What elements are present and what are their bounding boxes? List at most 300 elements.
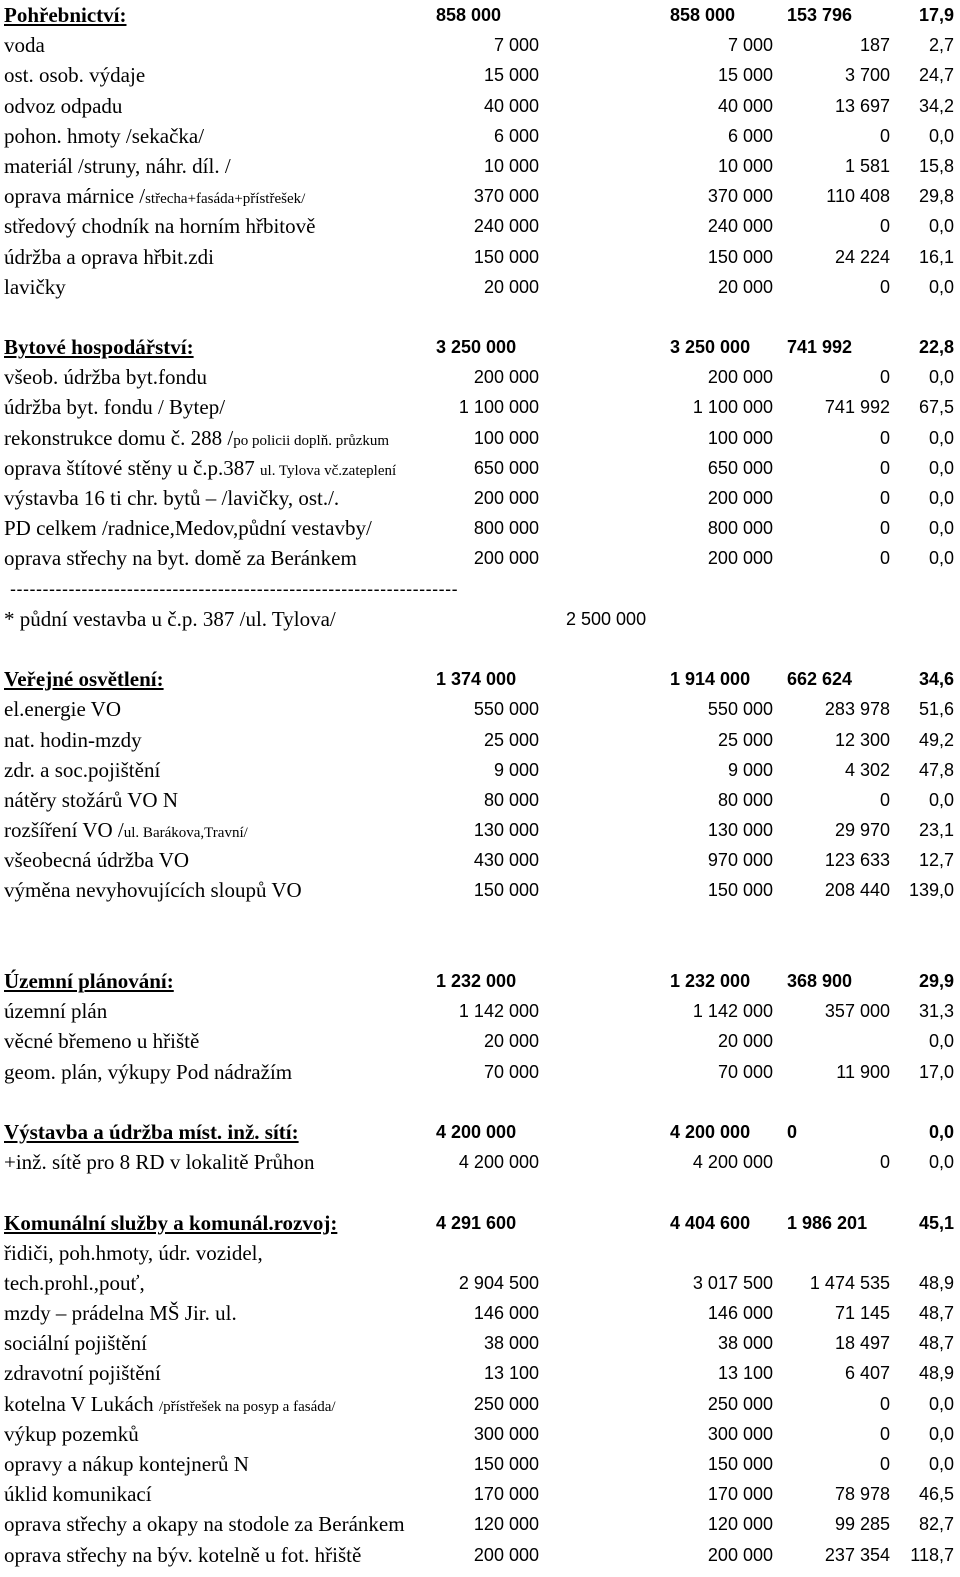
value-percent: 0,0 bbox=[928, 488, 954, 508]
value-percent: 48,7 bbox=[918, 1303, 954, 1324]
table-row bbox=[0, 875, 960, 905]
value-percent: 0,0 bbox=[928, 216, 954, 237]
row-label bbox=[4, 725, 434, 755]
value-budget: 430 000 bbox=[473, 850, 539, 871]
value-budget: 13 100 bbox=[483, 1363, 539, 1384]
row-label-text: ost. osob. výdaje bbox=[4, 63, 146, 88]
total-percent: 0,0 bbox=[928, 1121, 954, 1142]
value-spent: 0 bbox=[879, 427, 890, 448]
section-title: Komunální služby a komunál.rozvoj: bbox=[4, 1210, 338, 1235]
value-spent: 123 633 bbox=[824, 850, 890, 871]
row-label-text: mzdy – prádelna MŠ Jir. ul. bbox=[4, 1301, 237, 1326]
value-adjusted: 40 000 bbox=[717, 95, 773, 116]
row-label-text: oprava márnice / bbox=[4, 184, 146, 209]
row-label bbox=[4, 513, 434, 543]
value-budget: 146 000 bbox=[473, 1303, 539, 1324]
row-label-text: odvoz odpadu bbox=[4, 93, 123, 118]
total-spent: 1 986 201 bbox=[787, 1212, 868, 1233]
table-row bbox=[0, 423, 960, 453]
section-header-bytove bbox=[0, 332, 960, 362]
note-row bbox=[0, 604, 960, 634]
value-percent: 17,0 bbox=[918, 1061, 954, 1082]
section-title: Územní plánování: bbox=[4, 969, 174, 993]
total-percent: 45,1 bbox=[918, 1212, 954, 1233]
row-label bbox=[4, 1540, 434, 1570]
value-adjusted: 120 000 bbox=[707, 1514, 773, 1535]
table-row bbox=[0, 151, 960, 181]
value-adjusted: 146 000 bbox=[707, 1303, 773, 1324]
value-adjusted: 3 017 500 bbox=[692, 1272, 773, 1293]
row-label-text: oprava střechy na býv. kotelně u fot. hřiště bbox=[4, 1542, 362, 1567]
row-label bbox=[4, 1509, 434, 1539]
row-label bbox=[4, 60, 434, 90]
value-percent: 0,0 bbox=[928, 1393, 954, 1414]
value-adjusted: 9 000 bbox=[727, 759, 773, 780]
row-label bbox=[4, 543, 434, 573]
table-row bbox=[0, 513, 960, 543]
value-budget: 370 000 bbox=[473, 186, 539, 207]
table-row bbox=[0, 785, 960, 815]
row-label-note: ul. Tylova vč.zateplení bbox=[260, 462, 397, 479]
value-spent: 0 bbox=[879, 1152, 890, 1173]
value-adjusted: 20 000 bbox=[717, 1031, 773, 1052]
table-row bbox=[0, 1298, 960, 1328]
value-spent: 0 bbox=[879, 125, 890, 146]
row-label bbox=[4, 121, 434, 151]
row-label-text: středový chodník na horním hřbitově bbox=[4, 214, 316, 239]
value-budget: 170 000 bbox=[473, 1484, 539, 1505]
value-percent: 0,0 bbox=[928, 1423, 954, 1444]
value-spent: 0 bbox=[879, 1393, 890, 1414]
value-budget: 20 000 bbox=[483, 1031, 539, 1052]
value-spent: 12 300 bbox=[834, 729, 890, 750]
total-percent: 34,6 bbox=[918, 669, 954, 690]
total-percent: 22,8 bbox=[918, 337, 954, 358]
value-spent: 99 285 bbox=[834, 1514, 890, 1535]
row-label bbox=[4, 483, 434, 513]
value-percent: 0,0 bbox=[928, 1152, 954, 1173]
value-percent: 0,0 bbox=[928, 276, 954, 297]
value-budget: 300 000 bbox=[473, 1423, 539, 1444]
value-adjusted: 15 000 bbox=[717, 65, 773, 86]
value-budget: 15 000 bbox=[483, 65, 539, 86]
table-row bbox=[0, 1057, 960, 1087]
value-spent: 357 000 bbox=[824, 1001, 890, 1022]
row-label bbox=[4, 91, 434, 121]
value-spent: 237 354 bbox=[824, 1544, 890, 1565]
value-percent: 46,5 bbox=[918, 1484, 954, 1505]
row-label-text: zdr. a soc.pojištění bbox=[4, 757, 161, 782]
row-label bbox=[4, 996, 434, 1026]
value-adjusted: 970 000 bbox=[707, 850, 773, 871]
value-adjusted: 800 000 bbox=[707, 518, 773, 539]
row-label-text: všeobecná údržba VO bbox=[4, 848, 190, 873]
row-label-text: zdravotní pojištění bbox=[4, 1361, 161, 1386]
value-percent: 2,7 bbox=[928, 35, 954, 56]
rows-pohrebnictvi bbox=[0, 30, 960, 302]
table-row bbox=[0, 453, 960, 483]
row-label bbox=[4, 272, 434, 302]
section-title: Výstavba a údržba míst. inž. sítí: bbox=[4, 1119, 299, 1144]
table-row bbox=[0, 815, 960, 845]
row-label-text: všeob. údržba byt.fondu bbox=[4, 365, 207, 390]
table-row bbox=[0, 996, 960, 1026]
table-row bbox=[0, 1509, 960, 1539]
total-spent: 368 900 bbox=[787, 971, 853, 991]
value-spent: 741 992 bbox=[824, 397, 890, 418]
table-row bbox=[0, 1358, 960, 1388]
row-label bbox=[4, 423, 434, 453]
value-spent: 110 408 bbox=[826, 186, 890, 207]
row-label bbox=[4, 30, 434, 60]
value-percent: 0,0 bbox=[928, 457, 954, 478]
row-label-text: věcné břemeno u hřiště bbox=[4, 1029, 200, 1054]
value-percent: 12,7 bbox=[918, 850, 954, 871]
row-label bbox=[4, 362, 434, 392]
value-adjusted: 200 000 bbox=[707, 488, 773, 508]
value-adjusted: 6 000 bbox=[727, 125, 773, 146]
row-label bbox=[4, 211, 434, 241]
value-percent: 0,0 bbox=[928, 367, 954, 388]
value-adjusted: 13 100 bbox=[717, 1363, 773, 1384]
row-label bbox=[4, 875, 434, 905]
section-header-vystavba bbox=[0, 1117, 960, 1147]
row-label-note: střecha+fasáda+přístřešek/ bbox=[145, 191, 306, 208]
value-budget: 10 000 bbox=[483, 155, 539, 176]
value-percent: 34,2 bbox=[918, 95, 954, 116]
value-budget: 250 000 bbox=[473, 1393, 539, 1414]
value-percent: 0,0 bbox=[928, 518, 954, 539]
value-adjusted: 150 000 bbox=[707, 880, 773, 901]
value-spent: 11 900 bbox=[836, 1061, 890, 1082]
table-row bbox=[0, 121, 960, 151]
value-budget: 550 000 bbox=[473, 699, 539, 720]
value-spent: 78 978 bbox=[834, 1484, 890, 1505]
value-spent: 0 bbox=[879, 1454, 890, 1474]
value-budget: 120 000 bbox=[473, 1514, 539, 1535]
value-percent: 51,6 bbox=[918, 699, 954, 720]
total-adjusted: 4 200 000 bbox=[670, 1121, 751, 1142]
value-percent: 139,0 bbox=[908, 880, 954, 901]
value-adjusted: 150 000 bbox=[707, 246, 773, 267]
row-label-text: územní plán bbox=[4, 999, 108, 1024]
value-percent: 118,7 bbox=[910, 1544, 954, 1565]
table-row bbox=[0, 272, 960, 302]
value-percent: 67,5 bbox=[918, 397, 954, 418]
total-adjusted: 1 232 000 bbox=[670, 971, 751, 991]
table-row bbox=[0, 211, 960, 241]
value-budget: 4 200 000 bbox=[458, 1152, 539, 1173]
row-label bbox=[4, 453, 434, 483]
value-adjusted: 550 000 bbox=[707, 699, 773, 720]
table-row bbox=[0, 483, 960, 513]
value-budget: 150 000 bbox=[473, 1454, 539, 1474]
value-percent: 0,0 bbox=[928, 427, 954, 448]
value-adjusted: 200 000 bbox=[707, 367, 773, 388]
value-budget: 130 000 bbox=[473, 820, 539, 841]
row-label-text: voda bbox=[4, 33, 45, 58]
table-row bbox=[0, 845, 960, 875]
value-spent: 0 bbox=[879, 789, 890, 810]
row-label bbox=[4, 1298, 434, 1328]
row-label bbox=[4, 1358, 434, 1388]
value-budget: 9 000 bbox=[493, 759, 539, 780]
section-header-pohrebnictvi bbox=[0, 0, 960, 30]
value-spent: 0 bbox=[879, 488, 890, 508]
total-percent: 17,9 bbox=[918, 5, 954, 25]
table-row bbox=[0, 362, 960, 392]
value-spent: 1 581 bbox=[844, 155, 890, 176]
value-percent: 31,3 bbox=[918, 1001, 954, 1022]
row-label-text: údržba byt. fondu / Bytep/ bbox=[4, 395, 226, 420]
table-row bbox=[0, 1389, 960, 1419]
note-label: * půdní vestavba u č.p. 387 /ul. Tylova/ bbox=[4, 606, 336, 631]
value-spent: 0 bbox=[879, 276, 890, 297]
total-percent: 29,9 bbox=[918, 971, 954, 991]
row-label bbox=[4, 1147, 434, 1177]
table-row bbox=[0, 1328, 960, 1358]
value-adjusted: 4 200 000 bbox=[692, 1152, 773, 1173]
value-spent: 208 440 bbox=[824, 880, 890, 901]
value-spent: 187 bbox=[859, 35, 890, 56]
section-header-osvetleni bbox=[0, 664, 960, 694]
row-label bbox=[4, 181, 434, 211]
row-label-text: kotelna V Lukách bbox=[4, 1391, 159, 1416]
row-label-text: geom. plán, výkupy Pod nádražím bbox=[4, 1059, 293, 1084]
row-label-text: sociální pojištění bbox=[4, 1331, 147, 1356]
row-label-text: nátěry stožárů VO N bbox=[4, 787, 178, 812]
row-label-text: el.energie VO bbox=[4, 697, 122, 722]
value-adjusted: 650 000 bbox=[707, 457, 773, 478]
value-budget: 200 000 bbox=[473, 548, 539, 569]
row-label-note: ul. Barákova,Travní/ bbox=[123, 825, 248, 842]
rows-vystavba bbox=[0, 1147, 960, 1177]
value-percent: 0,0 bbox=[928, 548, 954, 569]
table-row bbox=[0, 1147, 960, 1177]
value-percent: 0,0 bbox=[928, 1454, 954, 1474]
value-spent: 3 700 bbox=[844, 65, 890, 86]
row-label-text: PD celkem /radnice,Medov,půdní vestavby/ bbox=[4, 516, 372, 541]
row-label-text: oprava štítové stěny u č.p.387 bbox=[4, 455, 261, 480]
value-spent: 0 bbox=[879, 518, 890, 539]
value-spent: 24 224 bbox=[834, 246, 890, 267]
value-percent: 15,8 bbox=[918, 155, 954, 176]
value-spent: 1 474 535 bbox=[809, 1272, 890, 1293]
row-label-text: oprava střechy na byt. domě za Beránkem bbox=[4, 546, 357, 571]
value-adjusted: 130 000 bbox=[707, 820, 773, 841]
value-adjusted: 150 000 bbox=[707, 1454, 773, 1474]
value-budget: 650 000 bbox=[473, 457, 539, 478]
row-label-text: pohon. hmoty /sekačka/ bbox=[4, 123, 205, 148]
value-adjusted: 200 000 bbox=[707, 1544, 773, 1565]
total-budget: 4 291 600 bbox=[436, 1212, 517, 1233]
value-adjusted: 7 000 bbox=[727, 35, 773, 56]
value-spent: 0 bbox=[879, 457, 890, 478]
section-title: Pohřebnictví: bbox=[4, 3, 127, 27]
value-budget: 800 000 bbox=[473, 518, 539, 539]
value-percent: 0,0 bbox=[928, 1031, 954, 1052]
row-label bbox=[4, 845, 434, 875]
table-row bbox=[0, 543, 960, 573]
total-spent: 741 992 bbox=[787, 337, 853, 358]
dash-separator bbox=[0, 574, 960, 604]
value-spent: 18 497 bbox=[834, 1333, 890, 1354]
value-percent: 48,9 bbox=[918, 1363, 954, 1384]
row-label bbox=[4, 1328, 434, 1358]
table-row bbox=[0, 60, 960, 90]
value-adjusted: 10 000 bbox=[717, 155, 773, 176]
row-label bbox=[4, 1238, 434, 1268]
row-label bbox=[4, 151, 434, 181]
row-label-note: po policii doplň. průzkum bbox=[233, 432, 390, 449]
rows-uzemni bbox=[0, 996, 960, 1087]
value-adjusted: 200 000 bbox=[707, 548, 773, 569]
value-adjusted: 1 100 000 bbox=[692, 397, 773, 418]
row-label-text: oprava střechy a okapy na stodole za Beránkem bbox=[4, 1512, 405, 1537]
value-spent: 0 bbox=[879, 216, 890, 237]
row-label-text: údržba a oprava hřbit.zdi bbox=[4, 244, 214, 269]
value-percent: 0,0 bbox=[928, 789, 954, 810]
row-label-text: úklid komunikací bbox=[4, 1482, 152, 1507]
value-percent: 23,1 bbox=[918, 820, 954, 841]
table-row bbox=[0, 91, 960, 121]
row-label bbox=[4, 1419, 434, 1449]
value-budget: 1 142 000 bbox=[458, 1001, 539, 1022]
value-adjusted: 1 142 000 bbox=[692, 1001, 773, 1022]
section-title: Bytové hospodářství: bbox=[4, 335, 194, 360]
table-row bbox=[0, 30, 960, 60]
value-budget: 25 000 bbox=[483, 729, 539, 750]
row-label bbox=[4, 815, 434, 845]
value-budget: 38 000 bbox=[483, 1333, 539, 1354]
value-adjusted: 170 000 bbox=[707, 1484, 773, 1505]
row-label-text: +inž. sítě pro 8 RD v lokalitě Průhon bbox=[4, 1150, 315, 1175]
row-label bbox=[4, 1449, 434, 1479]
value-spent: 6 407 bbox=[844, 1363, 890, 1384]
value-budget: 1 100 000 bbox=[458, 397, 539, 418]
value-budget: 6 000 bbox=[493, 125, 539, 146]
table-row bbox=[0, 694, 960, 724]
value-spent: 13 697 bbox=[834, 95, 890, 116]
total-adjusted: 3 250 000 bbox=[670, 337, 751, 358]
table-row bbox=[0, 1238, 960, 1268]
value-percent: 29,8 bbox=[918, 186, 954, 207]
row-label bbox=[4, 1057, 434, 1087]
table-row bbox=[0, 1540, 960, 1570]
total-adjusted: 858 000 bbox=[670, 5, 736, 25]
value-budget: 40 000 bbox=[483, 95, 539, 116]
value-percent: 47,8 bbox=[918, 759, 954, 780]
row-label-text: opravy a nákup kontejnerů N bbox=[4, 1452, 249, 1476]
total-spent: 0 bbox=[787, 1121, 798, 1142]
section-header-komunalni bbox=[0, 1208, 960, 1238]
value-spent: 0 bbox=[879, 367, 890, 388]
value-percent: 16,1 bbox=[918, 246, 954, 267]
total-budget: 1 374 000 bbox=[436, 669, 517, 690]
value-budget: 70 000 bbox=[483, 1061, 539, 1082]
row-label bbox=[4, 1268, 434, 1298]
note-value: 2 500 000 bbox=[566, 608, 647, 629]
section-title: Veřejné osvětlení: bbox=[4, 667, 164, 692]
table-row bbox=[0, 1268, 960, 1298]
value-spent: 4 302 bbox=[844, 759, 890, 780]
value-adjusted: 100 000 bbox=[707, 427, 773, 448]
value-budget: 150 000 bbox=[473, 246, 539, 267]
value-spent: 0 bbox=[879, 1423, 890, 1444]
value-budget: 150 000 bbox=[473, 880, 539, 901]
value-budget: 20 000 bbox=[483, 276, 539, 297]
value-budget: 200 000 bbox=[473, 1544, 539, 1565]
total-budget: 4 200 000 bbox=[436, 1121, 517, 1142]
dash-line: --------------------------------------------------------------------- bbox=[10, 578, 459, 599]
value-percent: 82,7 bbox=[918, 1514, 954, 1535]
rows-komunalni bbox=[0, 1238, 960, 1570]
value-adjusted: 370 000 bbox=[707, 186, 773, 207]
row-label-text: výkup pozemků bbox=[4, 1421, 139, 1446]
value-adjusted: 38 000 bbox=[717, 1333, 773, 1354]
row-label bbox=[4, 392, 434, 422]
row-label-text: řidiči, poh.hmoty, údr. vozidel, bbox=[4, 1240, 263, 1265]
value-adjusted: 20 000 bbox=[717, 276, 773, 297]
total-adjusted: 4 404 600 bbox=[670, 1212, 751, 1233]
row-label-note: /přístřešek na posyp a fasáda/ bbox=[158, 1398, 336, 1415]
section-header-uzemni bbox=[0, 966, 960, 996]
row-label-text: materiál /struny, náhr. díl. / bbox=[4, 153, 231, 178]
row-label bbox=[4, 1479, 434, 1509]
row-label-text: lavičky bbox=[4, 274, 66, 299]
value-percent: 49,2 bbox=[918, 729, 954, 750]
total-budget: 3 250 000 bbox=[436, 337, 517, 358]
table-row bbox=[0, 1479, 960, 1509]
value-budget: 100 000 bbox=[473, 427, 539, 448]
table-row bbox=[0, 1419, 960, 1449]
table-row bbox=[0, 1026, 960, 1056]
value-percent: 48,7 bbox=[918, 1333, 954, 1354]
table-row bbox=[0, 1449, 960, 1479]
value-percent: 48,9 bbox=[918, 1272, 954, 1293]
row-label-text: rozšíření VO / bbox=[4, 818, 124, 843]
value-percent: 24,7 bbox=[918, 65, 954, 86]
value-percent: 0,0 bbox=[928, 125, 954, 146]
table-row bbox=[0, 242, 960, 272]
row-label bbox=[4, 1389, 434, 1419]
value-budget: 240 000 bbox=[473, 216, 539, 237]
row-label-text: výměna nevyhovujících sloupů VO bbox=[4, 878, 302, 903]
row-label bbox=[4, 694, 434, 724]
row-label-text: nat. hodin-mzdy bbox=[4, 727, 142, 752]
rows-osvetleni bbox=[0, 694, 960, 905]
value-spent: 283 978 bbox=[824, 699, 890, 720]
total-adjusted: 1 914 000 bbox=[670, 669, 751, 690]
value-budget: 200 000 bbox=[473, 488, 539, 508]
row-label bbox=[4, 1026, 434, 1056]
value-budget: 2 904 500 bbox=[458, 1272, 539, 1293]
table-row bbox=[0, 725, 960, 755]
value-budget: 7 000 bbox=[493, 35, 539, 56]
total-spent: 153 796 bbox=[787, 5, 853, 25]
value-spent: 29 970 bbox=[834, 820, 890, 841]
row-label-text: výstavba 16 ti chr. bytů – /lavičky, ost./. bbox=[4, 486, 340, 510]
value-adjusted: 250 000 bbox=[707, 1393, 773, 1414]
value-budget: 200 000 bbox=[473, 367, 539, 388]
value-adjusted: 70 000 bbox=[717, 1061, 773, 1082]
value-adjusted: 240 000 bbox=[707, 216, 773, 237]
value-adjusted: 300 000 bbox=[707, 1423, 773, 1444]
row-label bbox=[4, 755, 434, 785]
row-label-text: rekonstrukce domu č. 288 / bbox=[4, 425, 234, 450]
row-label-text: tech.prohl.,pouť, bbox=[4, 1270, 145, 1295]
value-budget: 80 000 bbox=[483, 789, 539, 810]
